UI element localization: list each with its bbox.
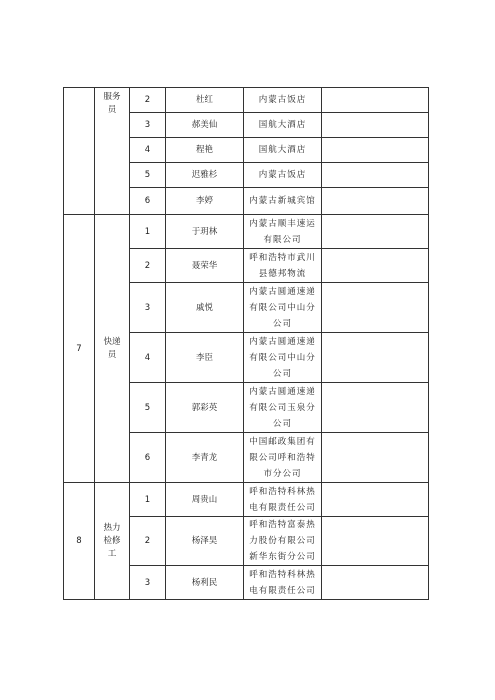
remarks-cell [322,88,429,113]
work-unit: 内蒙古饭店 [244,163,322,188]
remarks-cell [322,566,429,600]
person-name: 李婷 [166,188,244,215]
remarks-cell [322,249,429,283]
work-unit: 国航大酒店 [244,138,322,163]
group-number: 8 [64,483,95,600]
person-name: 于玥林 [166,215,244,249]
table-row [64,483,429,517]
work-unit: 中国邮政集团有 限公司呼和浩特 市分公司 [244,433,322,483]
work-unit: 呼和浩特市武川 县德邦物流 [244,249,322,283]
row-number: 5 [130,383,166,433]
remarks-cell [322,138,429,163]
work-unit: 内蒙古圆通速递 有限公司玉泉分 公司 [244,383,322,433]
person-name: 杨泽昊 [166,517,244,566]
person-name: 杜红 [166,88,244,113]
group-number: 7 [64,215,95,483]
person-name: 程艳 [166,138,244,163]
person-name: 戚悦 [166,283,244,333]
group-number [64,88,95,215]
row-number: 1 [130,483,166,517]
person-name: 郭彩英 [166,383,244,433]
remarks-cell [322,433,429,483]
row-number: 1 [130,215,166,249]
remarks-cell [322,163,429,188]
work-unit: 内蒙古饭店 [244,88,322,113]
remarks-cell [322,333,429,383]
row-number: 3 [130,113,166,138]
group-category: 服务 员 [95,88,130,215]
row-number: 4 [130,333,166,383]
remarks-cell [322,383,429,433]
table-row [64,88,429,113]
work-unit: 内蒙古圆通速递 有限公司中山分 公司 [244,333,322,383]
work-unit: 呼和浩特富泰热 力股份有限公司 新华东街分公司 [244,517,322,566]
work-unit: 呼和浩特科林热 电有限责任公司 [244,483,322,517]
row-number: 5 [130,163,166,188]
work-unit: 内蒙古圆通速递 有限公司中山分 公司 [244,283,322,333]
work-unit: 内蒙古新城宾馆 [244,188,322,215]
remarks-cell [322,188,429,215]
row-number: 3 [130,566,166,600]
remarks-cell [322,215,429,249]
remarks-cell [322,517,429,566]
row-number: 2 [130,517,166,566]
person-name: 杨利民 [166,566,244,600]
work-unit: 内蒙古顺丰速运 有限公司 [244,215,322,249]
row-number: 3 [130,283,166,333]
row-number: 4 [130,138,166,163]
row-number: 6 [130,433,166,483]
personnel-table [63,87,429,600]
person-name: 郝美仙 [166,113,244,138]
person-name: 李臣 [166,333,244,383]
table-row [64,215,429,249]
person-name: 周贵山 [166,483,244,517]
person-name: 迟雅杉 [166,163,244,188]
person-name: 聂荣华 [166,249,244,283]
person-name: 李青龙 [166,433,244,483]
remarks-cell [322,483,429,517]
row-number: 2 [130,249,166,283]
remarks-cell [322,283,429,333]
group-category: 热力 检修 工 [95,483,130,600]
remarks-cell [322,113,429,138]
work-unit: 呼和浩特科林热 电有限责任公司 [244,566,322,600]
group-category: 快递 员 [95,215,130,483]
row-number: 2 [130,88,166,113]
row-number: 6 [130,188,166,215]
work-unit: 国航大酒店 [244,113,322,138]
